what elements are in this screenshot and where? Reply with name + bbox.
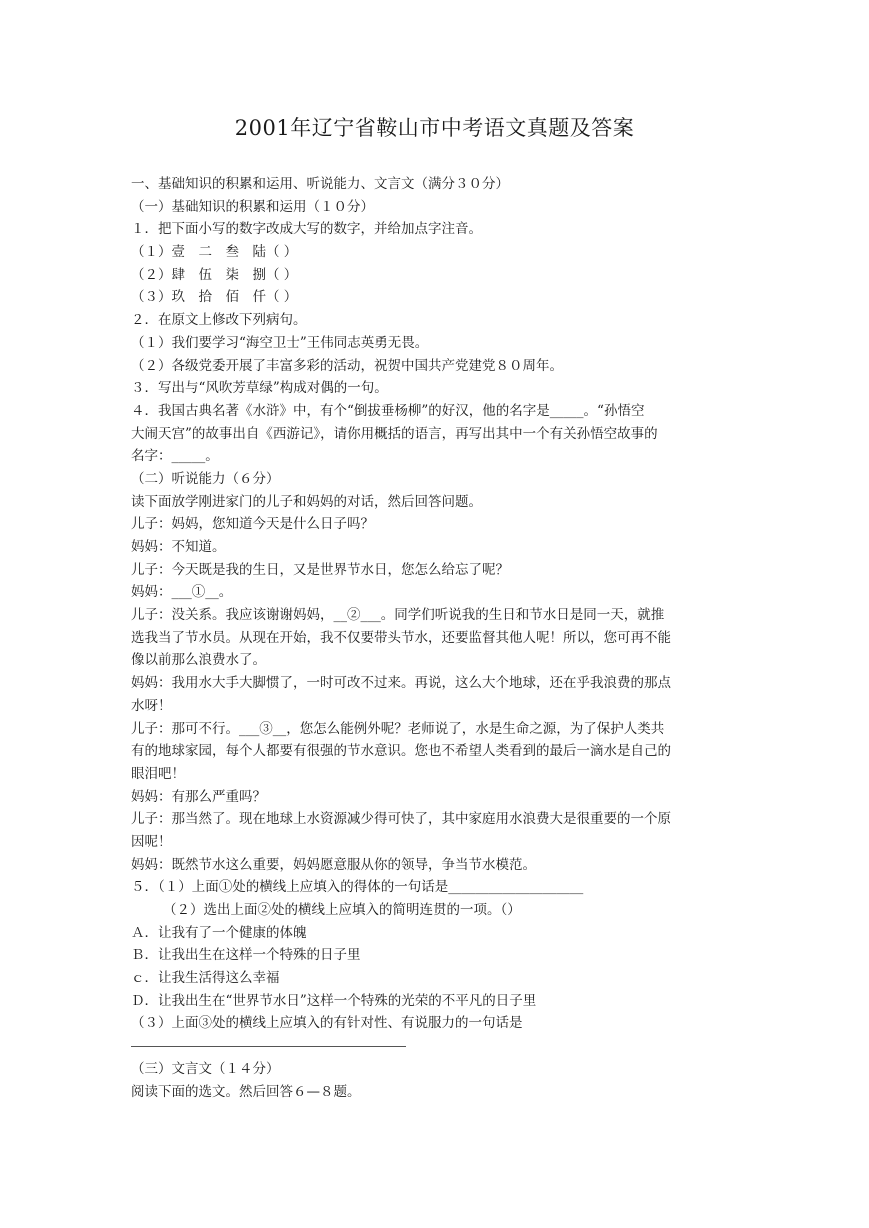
question-1: １．把下面小写的数字改成大写的数字，并给加点字注音。 xyxy=(131,221,482,238)
question-2-item-1: （１）我们要学习“海空卫士”王伟同志英勇无畏。 xyxy=(131,334,429,351)
option-c: ｃ．让我生活得这么幸福 xyxy=(131,970,280,987)
answer-blank-line xyxy=(131,1035,731,1058)
option-d: Ｄ．让我出生在“世界节水日”这样一个特殊的光荣的不平凡的日子里 xyxy=(131,992,537,1009)
question-5-part-2: （２）选出上面②处的横线上应填入的简明连贯的一项。（） xyxy=(163,902,521,918)
dialogue-line: 儿子：今天既是我的生日，又是世界节水日，您怎么给忘了呢？ xyxy=(131,561,509,578)
question-5-part-1: ５．（１）上面①处的横线上应填入的得体的一句话是____________________ xyxy=(131,879,584,896)
subsection-heading: （一）基础知识的积累和运用（１０分） xyxy=(131,198,374,215)
question-2-item-2: （２）各级党委开展了丰富多彩的活动，祝贺中国共产党建党８０周年。 xyxy=(131,357,563,374)
option-a: Ａ．让我有了一个健康的体魄 xyxy=(131,924,307,941)
subsection-heading: （二）听说能力（６分） xyxy=(131,470,280,487)
dialogue-line: 儿子：那当然了。现在地球上水资源减少得可快了，其中家庭用水浪费大是很重要的一个原 xyxy=(131,811,671,828)
dialogue-line: 儿子：妈妈，您知道今天是什么日子吗？ xyxy=(131,516,374,533)
dialogue-line: 因呢！ xyxy=(131,833,172,850)
dialogue-line: 有的地球家园，每个人都要有很强的节水意识。您也不希望人类看到的最后一滴水是自己的 xyxy=(131,743,671,760)
dialogue-line: 妈妈：___①__。 xyxy=(131,584,233,601)
question-1-item-2: （２）肆 伍 柒 捌（ ） xyxy=(131,266,298,283)
section-heading: 一、基础知识的积累和运用、听说能力、文言文（满分３０分） xyxy=(131,176,509,192)
question-1-item-3: （３）玖 拾 佰 仟（ ） xyxy=(131,289,298,306)
question-2: ２．在原文上修改下列病句。 xyxy=(131,312,307,329)
question-5-part-3: （３）上面③处的横线上应填入的有针对性、有说服力的一句话是 xyxy=(131,1015,523,1032)
dialogue-line: 儿子：那可不行。___③__，您怎么能例外呢？老师说了，水是生命之源，为了保护人类共 xyxy=(131,720,665,737)
dialogue-line: 妈妈：有那么严重吗？ xyxy=(131,788,266,805)
document-title: 2001年辽宁省鞍山市中考语文真题及答案 xyxy=(234,116,635,140)
question-3: ３．写出与“风吹芳草绿”构成对偶的一句。 xyxy=(131,380,388,397)
dialogue-line: 眼泪吧！ xyxy=(131,765,185,782)
dialogue-line: 选我当了节水员。从现在开始，我不仅要带头节水，还要监督其他人呢！所以，您可再不能 xyxy=(131,629,671,646)
question-4-line-1: ４．我国古典名著《水浒》中，有个“倒拔垂杨柳”的好汉，他的名字是_____。“孙悟空 xyxy=(131,402,645,419)
dialogue-line: 像以前那么浪费水了。 xyxy=(131,652,266,669)
document-body xyxy=(131,173,731,1103)
dialogue-instruction: 读下面放学刚进家门的儿子和妈妈的对话，然后回答问题。 xyxy=(131,493,482,510)
reading-instruction: 阅读下面的选文。然后回答６—８题。 xyxy=(131,1083,361,1100)
dialogue-line: 妈妈：不知道。 xyxy=(131,539,226,555)
question-4-line-2: 大闹天宫”的故事出自《西游记》，请你用概括的语言，再写出其中一个有关孙悟空故事的 xyxy=(131,425,658,442)
option-b: Ｂ．让我出生在这样一个特殊的日子里 xyxy=(131,947,361,964)
question-4-line-3: 名字：_____。 xyxy=(131,448,219,465)
dialogue-line: 妈妈：既然节水这么重要，妈妈愿意服从你的领导，争当节水模范。 xyxy=(131,856,536,873)
dialogue-line: 水呀！ xyxy=(131,697,172,714)
question-1-item-1: （１）壹 二 叁 陆（ ） xyxy=(131,244,298,261)
dialogue-line: 儿子：没关系。我应该谢谢妈妈，__②___。同学们听说我的生日和节水日是同一天，就推 xyxy=(131,607,665,624)
subsection-heading: （三）文言文（１４分） xyxy=(131,1060,280,1077)
answer-rule xyxy=(131,1046,406,1047)
dialogue-line: 妈妈：我用水大手大脚惯了，一时可改不过来。再说，这么大个地球，还在乎我浪费的那点 xyxy=(131,675,671,692)
